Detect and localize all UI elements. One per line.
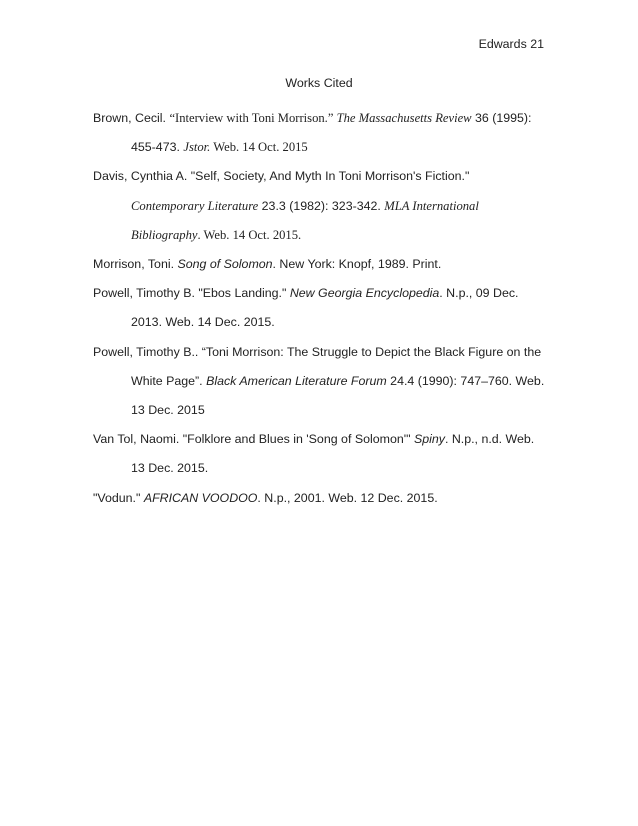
works-cited-list	[93, 104, 545, 513]
citation-entry: Powell, Timothy B. "Ebos Landing." New Georgia Encyclopedia. N.p., 09 Dec. 2013. Web. 14 Dec. 2015.	[93, 286, 519, 330]
running-head: Edwards 21	[478, 37, 544, 51]
citation-entry: Powell, Timothy B.. “Toni Morrison: The Struggle to Depict the Black Figure on the White Page”. Black American Literature Forum 24.4 (1990): 747–760. Web. 13 Dec. 2015	[93, 344, 545, 418]
page-title: Works Cited	[285, 76, 353, 90]
citation-entry: Van Tol, Naomi. "Folklore and Blues in 'Song of Solomon'" Spiny. N.p., n.d. Web. 13 Dec. 2015.	[93, 432, 535, 476]
citation-entry: "Vodun." AFRICAN VOODOO. N.p., 2001. Web. 12 Dec. 2015.	[93, 490, 438, 505]
citation-entry: Morrison, Toni. Song of Solomon. New York: Knopf, 1989. Print.	[93, 257, 442, 272]
citation-entry: Brown, Cecil. “Interview with Toni Morrison.” The Massachusetts Review 36 (1995): 455-473. Jstor. Web. 14 Oct. 2015	[93, 111, 532, 155]
citation-entry: Davis, Cynthia A. "Self, Society, And Myth In Toni Morrison's Fiction." Contemporary Literature 23.3 (1982): 323-342. MLA International Bibliography. Web. 14 Oct. 2015.	[93, 169, 479, 242]
